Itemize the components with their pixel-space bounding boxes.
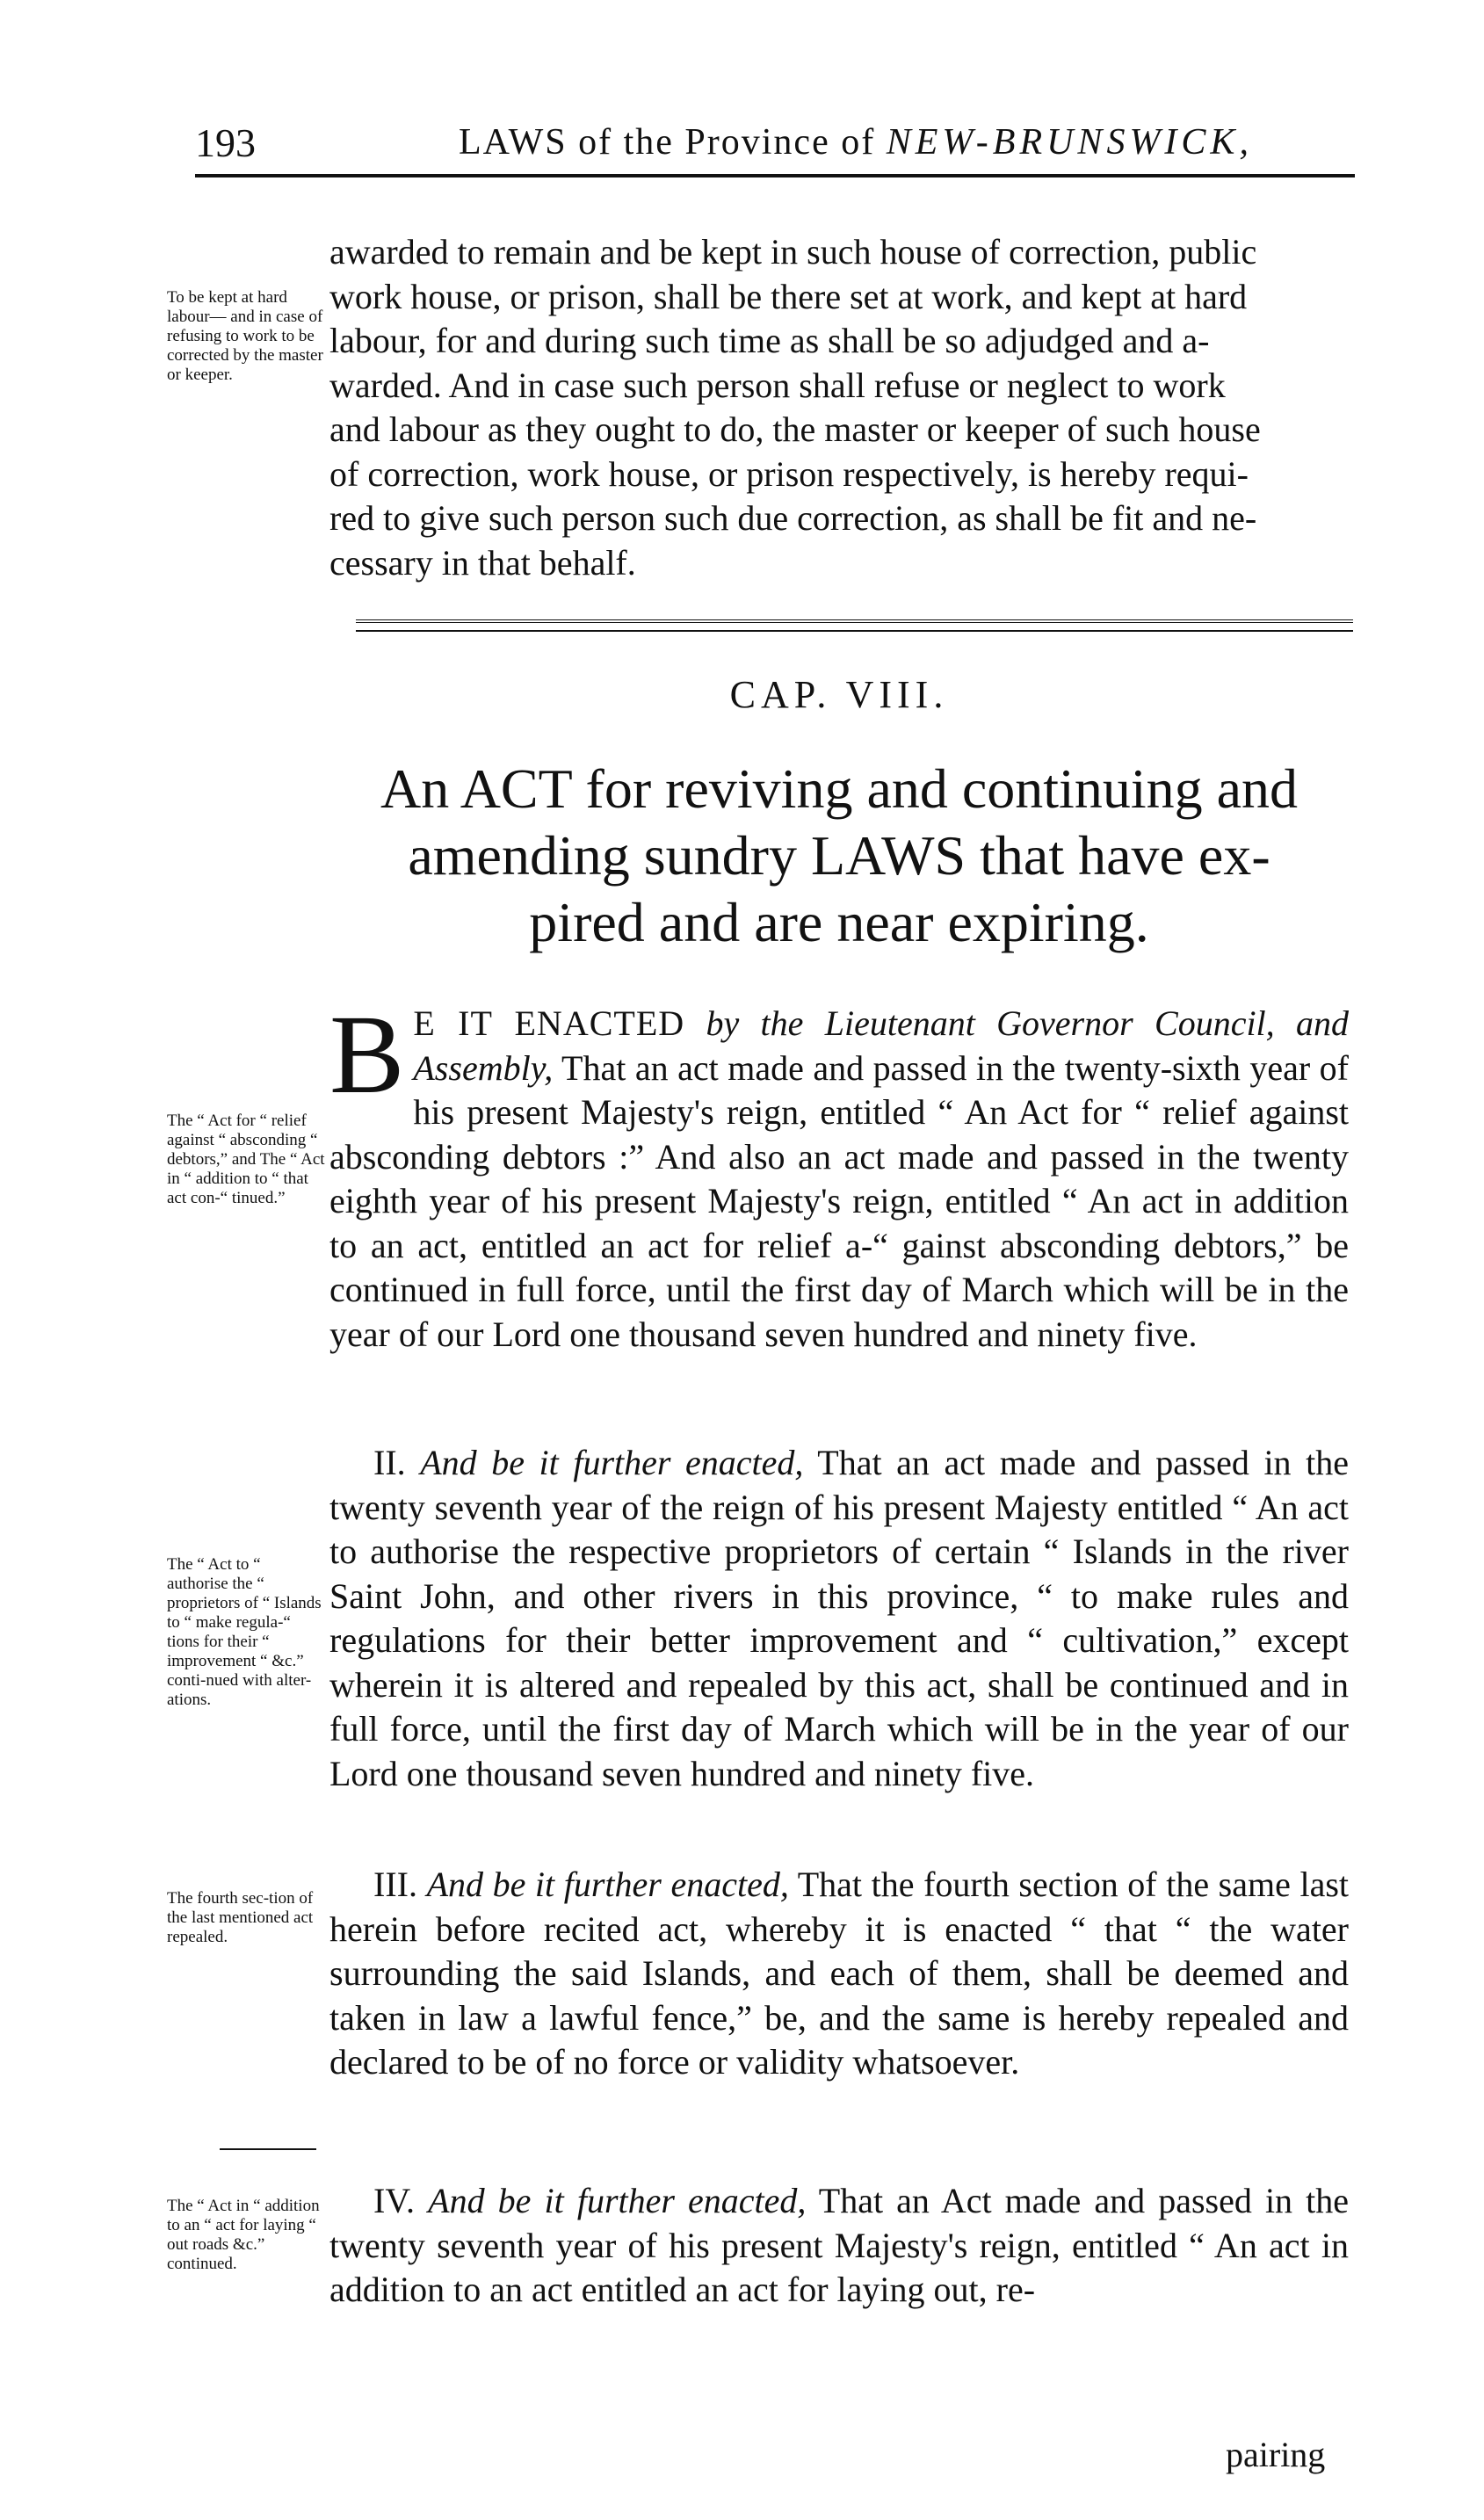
intro-line: and labour as they ought to do, the master or keeper of such house	[329, 409, 1261, 449]
intro-line: cessary in that behalf.	[329, 542, 636, 583]
intro-paragraph	[329, 230, 1349, 585]
running-title-place: NEW-BRUNSWICK,	[886, 122, 1253, 163]
section-text: That an act made and passed in the twenty seventh year of the reign of his present Majesty entitled “ An act to authorise the respective proprietors of certain “ Islands in the river Saint John, and other rivers in this province, “ to make rules and regulations for their better improvement and “ cultivation,” except wherein it is altered and repealed by this act, shall be continued and in full force, until the first day of March which will be in the year of our Lord one thousand seven hundred and ninety five.	[329, 1443, 1350, 1793]
enacting-clause: And be it further enacted,	[428, 2181, 807, 2220]
section-2	[329, 1441, 1349, 1796]
act-title-line: An ACT for reviving and continuing and	[380, 757, 1298, 820]
intro-line: work house, or prison, shall be there set at work, and kept at hard	[329, 276, 1248, 316]
section-text: That an act made and passed in the twenty-sixth year of his present Majesty's reign, entitled “ An Act for “ relief against absconding debtors :” And also an act made and passed in the twenty eighth year of his present Majesty's reign, entitled “ An act in addition to an act, entitled an act for relief a-“ gainst absconding debtors,” be continued in full force, until the first day of March which will be in the year of our Lord one thousand seven hundred and ninety five.	[329, 1047, 1349, 1354]
chapter-heading: CAP. VIII.	[729, 673, 949, 716]
running-header	[195, 112, 1355, 177]
section-text: That an Act made and passed in the twenty seventh year of his present Majesty's reign, entitled “ An act in addition to an act entitled an act for laying out, re-	[329, 2181, 1350, 2309]
intro-line: warded. And in case such person shall refuse or neglect to work	[329, 365, 1226, 405]
lead-caps: E IT ENACTED	[413, 1003, 685, 1043]
page-number: 193	[195, 120, 256, 165]
section-number: II.	[373, 1443, 406, 1482]
running-title-prefix: LAWS of the Province of	[459, 122, 876, 163]
section-divider	[356, 619, 1353, 632]
intro-line: labour, for and during such time as shall be so adjudged and a-	[329, 321, 1210, 360]
section-number: IV.	[373, 2181, 416, 2220]
margin-note-intro: To be kept at hard labour— and in case of refusing to work to be corrected by the master or keeper.	[167, 288, 323, 384]
intro-line: of correction, work house, or prison respectively, is hereby requi-	[329, 453, 1249, 494]
section-4	[329, 2179, 1349, 2313]
margin-note-section-2: The “ Act to “ authorise the “ proprietors of “ Islands to “ make regula-“ tions for their “ improvement “ &c.” conti-nued with alter-ations.	[167, 1555, 322, 1709]
enacting-clause: And be it further enacted,	[420, 1443, 804, 1482]
section-number: III.	[373, 1865, 417, 1904]
section-3	[329, 1863, 1349, 2085]
drop-cap: B	[329, 992, 405, 1117]
section-1	[329, 992, 1349, 1357]
margin-note-section-3: The fourth sec-tion of the last mentioned act repealed.	[167, 1889, 314, 1946]
margin-note-section-1: The “ Act for “ relief against “ absconding “ debtors,” and The “ Act in “ addition to “ that act con-“ tinued.”	[167, 1112, 325, 1207]
intro-line: awarded to remain and be kept in such house of correction, public	[329, 232, 1257, 272]
enacting-clause: by the Lieutenant Governor Council, and Assembly,	[413, 1003, 1349, 1088]
act-title-line: amending sundry LAWS that have ex-	[408, 824, 1270, 887]
enacting-clause: And be it further enacted,	[426, 1865, 789, 1904]
margin-note-section-4: The “ Act in “ addition to an “ act for laying “ out roads &c.” continued.	[167, 2197, 320, 2273]
act-title	[329, 756, 1349, 956]
act-title-line: pired and are near expiring.	[529, 891, 1149, 953]
intro-line: red to give such person such due correction, as shall be fit and ne-	[329, 498, 1257, 538]
running-title	[459, 121, 1253, 163]
short-rule	[220, 2148, 316, 2150]
catchword: pairing	[1226, 2435, 1326, 2474]
section-text: That the fourth section of the same last herein before recited act, whereby it is enacted “ that “ the water surrounding the said Islands, and each of them, shall be deemed and taken in law a lawful fence,” be, and the same is hereby repealed and declared to be of no force or validity whatsoever.	[329, 1865, 1350, 2082]
